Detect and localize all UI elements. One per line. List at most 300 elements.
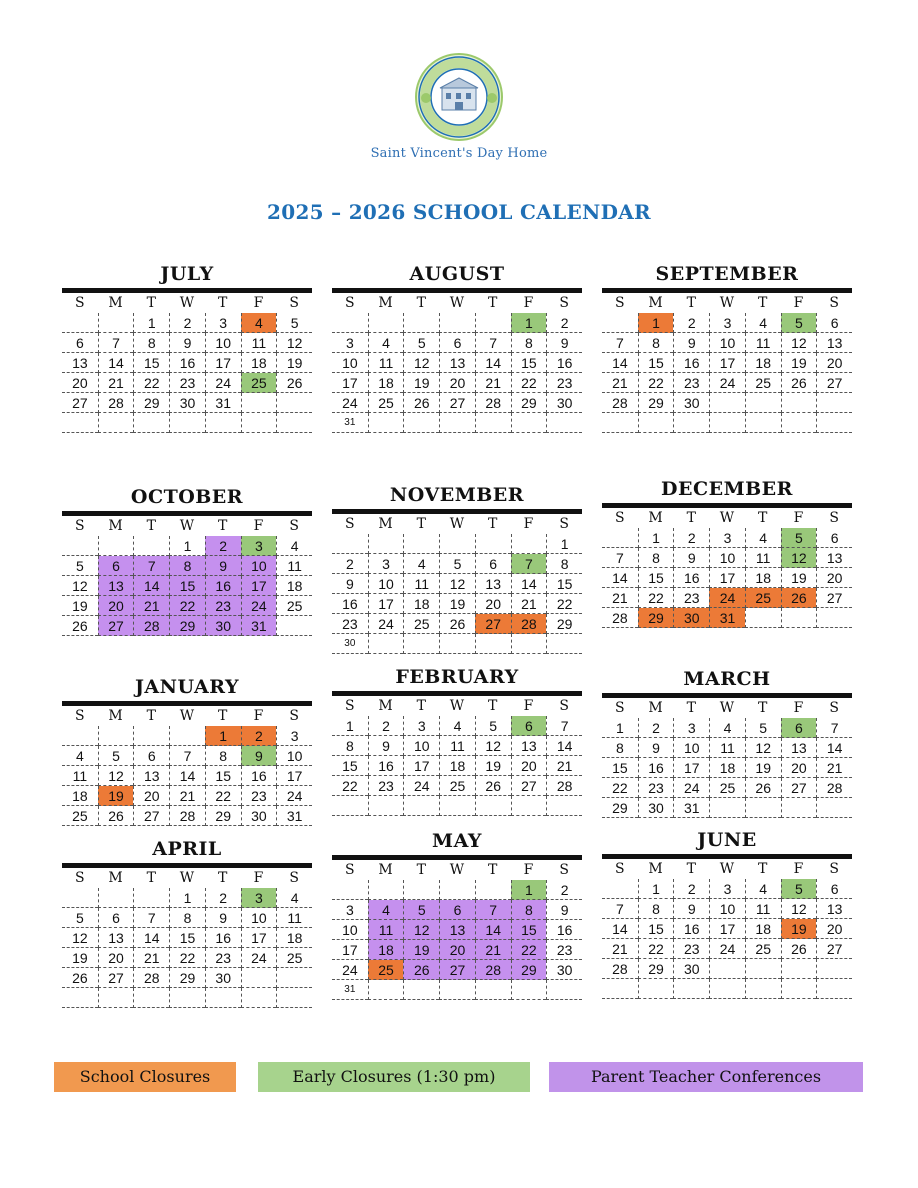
empty-cell bbox=[276, 988, 312, 1008]
day-cell: 5 bbox=[475, 716, 511, 736]
day-cell: 9 bbox=[368, 736, 404, 756]
page-title: 2025 – 2026 SCHOOL CALENDAR bbox=[267, 200, 651, 224]
day-cell: 8 bbox=[638, 333, 674, 353]
day-cell: 9 bbox=[673, 333, 709, 353]
day-cell: 29 bbox=[205, 806, 241, 826]
day-cell: 6 bbox=[62, 333, 98, 353]
day-cell: 9 bbox=[205, 908, 241, 928]
empty-cell bbox=[368, 313, 404, 333]
empty-cell bbox=[709, 798, 745, 818]
weekday-label: S bbox=[345, 862, 355, 878]
day-cell: 19 bbox=[781, 919, 817, 939]
weekday-label: W bbox=[449, 295, 465, 311]
day-grid bbox=[332, 534, 582, 654]
empty-cell bbox=[546, 980, 582, 1000]
day-cell: 27 bbox=[98, 616, 134, 636]
day-cell: 16 bbox=[673, 919, 709, 939]
day-cell: 18 bbox=[368, 940, 404, 960]
day-cell: 16 bbox=[332, 594, 368, 614]
day-cell: 2 bbox=[638, 718, 674, 738]
day-cell: 18 bbox=[745, 353, 781, 373]
month-title: JUNE bbox=[697, 829, 757, 851]
day-cell: 14 bbox=[602, 353, 638, 373]
day-cell: 10 bbox=[276, 746, 312, 766]
day-cell: 17 bbox=[709, 919, 745, 939]
day-cell: 16 bbox=[169, 353, 205, 373]
weekday-label: S bbox=[829, 861, 839, 877]
day-cell: 21 bbox=[169, 786, 205, 806]
day-cell: 27 bbox=[475, 614, 511, 634]
day-cell: 2 bbox=[546, 880, 582, 900]
day-cell: 26 bbox=[62, 616, 98, 636]
day-cell: 25 bbox=[368, 960, 404, 980]
weekday-label: M bbox=[108, 518, 123, 534]
day-cell: 30 bbox=[673, 608, 709, 628]
day-cell: 29 bbox=[169, 968, 205, 988]
weekday-label: T bbox=[758, 295, 768, 311]
day-cell: 30 bbox=[205, 616, 241, 636]
day-cell: 5 bbox=[62, 556, 98, 576]
day-cell: 3 bbox=[332, 900, 368, 920]
month-may bbox=[332, 827, 582, 1000]
empty-cell bbox=[439, 534, 475, 554]
empty-cell bbox=[816, 608, 852, 628]
day-cell: 14 bbox=[98, 353, 134, 373]
month-april bbox=[62, 835, 312, 1008]
day-cell: 23 bbox=[673, 373, 709, 393]
day-cell: 22 bbox=[511, 373, 547, 393]
empty-cell bbox=[241, 988, 277, 1008]
day-cell: 11 bbox=[368, 353, 404, 373]
logo-block bbox=[0, 52, 918, 161]
empty-cell bbox=[816, 959, 852, 979]
day-cell: 20 bbox=[439, 373, 475, 393]
day-cell: 17 bbox=[332, 940, 368, 960]
day-cell: 20 bbox=[816, 919, 852, 939]
day-cell: 9 bbox=[205, 556, 241, 576]
day-cell: 17 bbox=[673, 758, 709, 778]
empty-cell bbox=[241, 413, 277, 433]
empty-cell bbox=[745, 393, 781, 413]
org-name: Saint Vincent's Day Home bbox=[370, 146, 548, 161]
weekday-header bbox=[332, 696, 582, 716]
empty-cell bbox=[511, 634, 547, 654]
day-cell: 18 bbox=[62, 786, 98, 806]
weekday-header bbox=[332, 514, 582, 534]
weekday-label: T bbox=[416, 698, 426, 714]
empty-cell bbox=[276, 413, 312, 433]
weekday-label: S bbox=[75, 708, 85, 724]
day-cell: 11 bbox=[368, 920, 404, 940]
day-cell: 28 bbox=[133, 968, 169, 988]
empty-cell bbox=[816, 393, 852, 413]
weekday-label: W bbox=[449, 698, 465, 714]
weekday-label: S bbox=[829, 510, 839, 526]
day-cell: 27 bbox=[439, 960, 475, 980]
day-cell: 16 bbox=[205, 576, 241, 596]
day-grid bbox=[602, 718, 852, 818]
day-cell: 25 bbox=[62, 806, 98, 826]
day-cell: 16 bbox=[241, 766, 277, 786]
day-grid bbox=[62, 888, 312, 1008]
day-cell: 25 bbox=[745, 588, 781, 608]
weekday-label: M bbox=[378, 698, 393, 714]
month-july bbox=[62, 260, 312, 433]
day-cell: 23 bbox=[205, 948, 241, 968]
day-cell: 26 bbox=[781, 588, 817, 608]
day-cell: 15 bbox=[511, 920, 547, 940]
month-title: MARCH bbox=[683, 668, 771, 690]
day-cell: 25 bbox=[745, 373, 781, 393]
day-cell: 14 bbox=[475, 353, 511, 373]
day-cell: 8 bbox=[638, 548, 674, 568]
month-january bbox=[62, 673, 312, 826]
empty-cell bbox=[62, 726, 98, 746]
day-cell: 5 bbox=[781, 313, 817, 333]
day-cell: 4 bbox=[439, 716, 475, 736]
day-cell: 19 bbox=[475, 756, 511, 776]
day-cell: 24 bbox=[368, 614, 404, 634]
day-cell: 15 bbox=[638, 919, 674, 939]
day-cell: 8 bbox=[133, 333, 169, 353]
day-cell: 8 bbox=[546, 554, 582, 574]
empty-cell bbox=[745, 798, 781, 818]
day-cell: 11 bbox=[439, 736, 475, 756]
day-cell: 18 bbox=[368, 373, 404, 393]
day-cell: 29 bbox=[511, 960, 547, 980]
day-cell: 8 bbox=[511, 333, 547, 353]
day-cell: 8 bbox=[638, 899, 674, 919]
day-cell: 7 bbox=[169, 746, 205, 766]
day-cell: 22 bbox=[169, 948, 205, 968]
month-november bbox=[332, 481, 582, 654]
empty-cell bbox=[709, 959, 745, 979]
day-cell: 25 bbox=[439, 776, 475, 796]
empty-cell bbox=[781, 393, 817, 413]
weekday-label: W bbox=[719, 295, 735, 311]
empty-cell bbox=[439, 880, 475, 900]
day-cell: 23 bbox=[332, 614, 368, 634]
day-cell: 4 bbox=[62, 746, 98, 766]
day-cell: 19 bbox=[403, 373, 439, 393]
weekday-label: M bbox=[108, 295, 123, 311]
day-cell: 10 bbox=[332, 353, 368, 373]
day-cell: 15 bbox=[169, 928, 205, 948]
day-cell: 12 bbox=[781, 548, 817, 568]
day-cell: 18 bbox=[276, 928, 312, 948]
day-cell: 6 bbox=[816, 879, 852, 899]
empty-cell bbox=[546, 796, 582, 816]
day-cell: 15 bbox=[205, 766, 241, 786]
weekday-label: S bbox=[615, 510, 625, 526]
empty-cell bbox=[602, 879, 638, 899]
day-grid bbox=[332, 716, 582, 816]
month-title: APRIL bbox=[152, 838, 222, 860]
day-cell: 22 bbox=[546, 594, 582, 614]
empty-cell bbox=[98, 988, 134, 1008]
day-cell: 6 bbox=[781, 718, 817, 738]
day-cell: 20 bbox=[781, 758, 817, 778]
day-cell: 18 bbox=[745, 919, 781, 939]
empty-cell bbox=[511, 413, 547, 433]
weekday-header bbox=[62, 516, 312, 536]
weekday-label: W bbox=[719, 861, 735, 877]
day-cell: 25 bbox=[709, 778, 745, 798]
day-cell: 21 bbox=[602, 373, 638, 393]
weekday-label: F bbox=[523, 698, 534, 714]
day-cell: 15 bbox=[638, 568, 674, 588]
day-cell: 22 bbox=[332, 776, 368, 796]
empty-cell bbox=[368, 880, 404, 900]
day-cell: 24 bbox=[205, 373, 241, 393]
day-cell: 11 bbox=[745, 548, 781, 568]
empty-cell bbox=[511, 980, 547, 1000]
day-cell: 6 bbox=[439, 333, 475, 353]
weekday-label: M bbox=[648, 510, 663, 526]
empty-cell bbox=[368, 534, 404, 554]
weekday-label: F bbox=[253, 708, 264, 724]
day-cell: 25 bbox=[241, 373, 277, 393]
weekday-label: T bbox=[218, 708, 228, 724]
month-march bbox=[602, 665, 852, 818]
empty-cell bbox=[169, 988, 205, 1008]
day-cell: 24 bbox=[709, 588, 745, 608]
weekday-label: S bbox=[75, 295, 85, 311]
weekday-header bbox=[332, 860, 582, 880]
empty-cell bbox=[98, 726, 134, 746]
weekday-label: M bbox=[378, 295, 393, 311]
empty-cell bbox=[276, 616, 312, 636]
weekday-label: W bbox=[179, 518, 195, 534]
weekday-header bbox=[332, 293, 582, 313]
day-cell: 8 bbox=[511, 900, 547, 920]
day-cell: 2 bbox=[169, 313, 205, 333]
day-cell: 24 bbox=[241, 596, 277, 616]
day-cell: 6 bbox=[98, 556, 134, 576]
day-cell: 12 bbox=[403, 920, 439, 940]
day-cell: 31 bbox=[673, 798, 709, 818]
weekday-label: T bbox=[146, 708, 156, 724]
day-cell: 30 bbox=[332, 634, 368, 654]
day-cell: 29 bbox=[638, 393, 674, 413]
day-cell: 11 bbox=[276, 908, 312, 928]
day-cell: 12 bbox=[781, 899, 817, 919]
day-cell: 29 bbox=[169, 616, 205, 636]
weekday-label: T bbox=[146, 295, 156, 311]
month-title: SEPTEMBER bbox=[655, 263, 799, 285]
weekday-label: T bbox=[758, 510, 768, 526]
day-cell: 4 bbox=[241, 313, 277, 333]
day-cell: 29 bbox=[546, 614, 582, 634]
day-cell: 19 bbox=[781, 353, 817, 373]
day-cell: 10 bbox=[368, 574, 404, 594]
weekday-label: S bbox=[559, 295, 569, 311]
day-cell: 24 bbox=[241, 948, 277, 968]
day-cell: 17 bbox=[709, 353, 745, 373]
day-cell: 18 bbox=[745, 568, 781, 588]
day-cell: 24 bbox=[709, 373, 745, 393]
weekday-label: W bbox=[719, 510, 735, 526]
day-cell: 13 bbox=[98, 928, 134, 948]
day-cell: 26 bbox=[98, 806, 134, 826]
day-cell: 4 bbox=[368, 333, 404, 353]
day-cell: 13 bbox=[781, 738, 817, 758]
day-cell: 7 bbox=[133, 908, 169, 928]
day-cell: 30 bbox=[241, 806, 277, 826]
day-cell: 10 bbox=[709, 333, 745, 353]
day-cell: 7 bbox=[511, 554, 547, 574]
empty-cell bbox=[332, 880, 368, 900]
day-cell: 16 bbox=[638, 758, 674, 778]
empty-cell bbox=[475, 796, 511, 816]
day-cell: 1 bbox=[638, 879, 674, 899]
day-cell: 4 bbox=[709, 718, 745, 738]
day-cell: 28 bbox=[602, 959, 638, 979]
day-cell: 1 bbox=[638, 313, 674, 333]
day-grid bbox=[602, 313, 852, 433]
weekday-label: F bbox=[793, 861, 804, 877]
day-cell: 5 bbox=[439, 554, 475, 574]
day-cell: 23 bbox=[638, 778, 674, 798]
month-title: JANUARY bbox=[134, 676, 240, 698]
day-cell: 2 bbox=[205, 536, 241, 556]
day-cell: 10 bbox=[673, 738, 709, 758]
day-cell: 17 bbox=[241, 928, 277, 948]
day-cell: 22 bbox=[638, 939, 674, 959]
day-cell: 22 bbox=[638, 373, 674, 393]
day-cell: 29 bbox=[602, 798, 638, 818]
empty-cell bbox=[439, 796, 475, 816]
day-cell: 21 bbox=[602, 588, 638, 608]
weekday-label: F bbox=[793, 510, 804, 526]
day-cell: 5 bbox=[276, 313, 312, 333]
empty-cell bbox=[368, 634, 404, 654]
day-cell: 31 bbox=[276, 806, 312, 826]
day-cell: 8 bbox=[602, 738, 638, 758]
day-cell: 19 bbox=[276, 353, 312, 373]
month-title: OCTOBER bbox=[130, 486, 244, 508]
empty-cell bbox=[332, 796, 368, 816]
day-cell: 28 bbox=[816, 778, 852, 798]
day-cell: 2 bbox=[673, 528, 709, 548]
empty-cell bbox=[169, 413, 205, 433]
weekday-label: M bbox=[108, 870, 123, 886]
weekday-label: S bbox=[829, 295, 839, 311]
day-cell: 14 bbox=[546, 736, 582, 756]
empty-cell bbox=[475, 313, 511, 333]
day-cell: 27 bbox=[816, 588, 852, 608]
month-title: JULY bbox=[160, 263, 214, 285]
day-cell: 14 bbox=[602, 568, 638, 588]
empty-cell bbox=[403, 980, 439, 1000]
day-cell: 15 bbox=[638, 353, 674, 373]
weekday-label: T bbox=[758, 861, 768, 877]
day-cell: 10 bbox=[709, 899, 745, 919]
day-cell: 16 bbox=[673, 568, 709, 588]
day-cell: 19 bbox=[98, 786, 134, 806]
empty-cell bbox=[62, 536, 98, 556]
day-cell: 21 bbox=[475, 373, 511, 393]
day-cell: 4 bbox=[745, 879, 781, 899]
day-cell: 28 bbox=[511, 614, 547, 634]
empty-cell bbox=[133, 988, 169, 1008]
day-cell: 6 bbox=[475, 554, 511, 574]
weekday-label: S bbox=[289, 708, 299, 724]
day-cell: 27 bbox=[439, 393, 475, 413]
empty-cell bbox=[816, 798, 852, 818]
empty-cell bbox=[602, 413, 638, 433]
day-cell: 26 bbox=[403, 393, 439, 413]
day-cell: 2 bbox=[205, 888, 241, 908]
day-cell: 26 bbox=[276, 373, 312, 393]
day-cell: 11 bbox=[241, 333, 277, 353]
day-cell: 28 bbox=[133, 616, 169, 636]
day-cell: 1 bbox=[511, 313, 547, 333]
day-cell: 3 bbox=[368, 554, 404, 574]
empty-cell bbox=[475, 534, 511, 554]
day-cell: 25 bbox=[745, 939, 781, 959]
day-cell: 13 bbox=[816, 333, 852, 353]
day-cell: 3 bbox=[709, 879, 745, 899]
day-cell: 10 bbox=[241, 556, 277, 576]
month-title: FEBRUARY bbox=[395, 666, 519, 688]
empty-cell bbox=[403, 880, 439, 900]
day-cell: 1 bbox=[546, 534, 582, 554]
day-cell: 29 bbox=[133, 393, 169, 413]
day-cell: 20 bbox=[439, 940, 475, 960]
day-cell: 10 bbox=[332, 920, 368, 940]
day-cell: 14 bbox=[169, 766, 205, 786]
weekday-label: F bbox=[793, 295, 804, 311]
weekday-label: M bbox=[648, 295, 663, 311]
day-cell: 9 bbox=[673, 899, 709, 919]
day-cell: 4 bbox=[276, 888, 312, 908]
weekday-label: W bbox=[449, 862, 465, 878]
weekday-header bbox=[602, 508, 852, 528]
day-cell: 17 bbox=[332, 373, 368, 393]
weekday-label: F bbox=[523, 516, 534, 532]
empty-cell bbox=[439, 413, 475, 433]
day-cell: 4 bbox=[276, 536, 312, 556]
day-cell: 27 bbox=[133, 806, 169, 826]
day-cell: 23 bbox=[673, 939, 709, 959]
day-cell: 25 bbox=[276, 596, 312, 616]
day-cell: 2 bbox=[241, 726, 277, 746]
empty-cell bbox=[781, 608, 817, 628]
day-grid bbox=[62, 726, 312, 826]
day-cell: 20 bbox=[98, 948, 134, 968]
day-cell: 24 bbox=[332, 393, 368, 413]
day-cell: 10 bbox=[241, 908, 277, 928]
weekday-label: S bbox=[615, 861, 625, 877]
day-cell: 27 bbox=[781, 778, 817, 798]
weekday-label: S bbox=[345, 698, 355, 714]
day-grid bbox=[62, 536, 312, 636]
day-cell: 9 bbox=[638, 738, 674, 758]
weekday-label: T bbox=[686, 510, 696, 526]
weekday-label: F bbox=[253, 870, 264, 886]
weekday-label: F bbox=[523, 862, 534, 878]
day-cell: 11 bbox=[709, 738, 745, 758]
day-cell: 18 bbox=[439, 756, 475, 776]
day-cell: 21 bbox=[546, 756, 582, 776]
day-cell: 7 bbox=[602, 548, 638, 568]
day-cell: 14 bbox=[133, 928, 169, 948]
day-cell: 20 bbox=[133, 786, 169, 806]
weekday-label: S bbox=[345, 295, 355, 311]
day-cell: 18 bbox=[709, 758, 745, 778]
empty-cell bbox=[332, 534, 368, 554]
